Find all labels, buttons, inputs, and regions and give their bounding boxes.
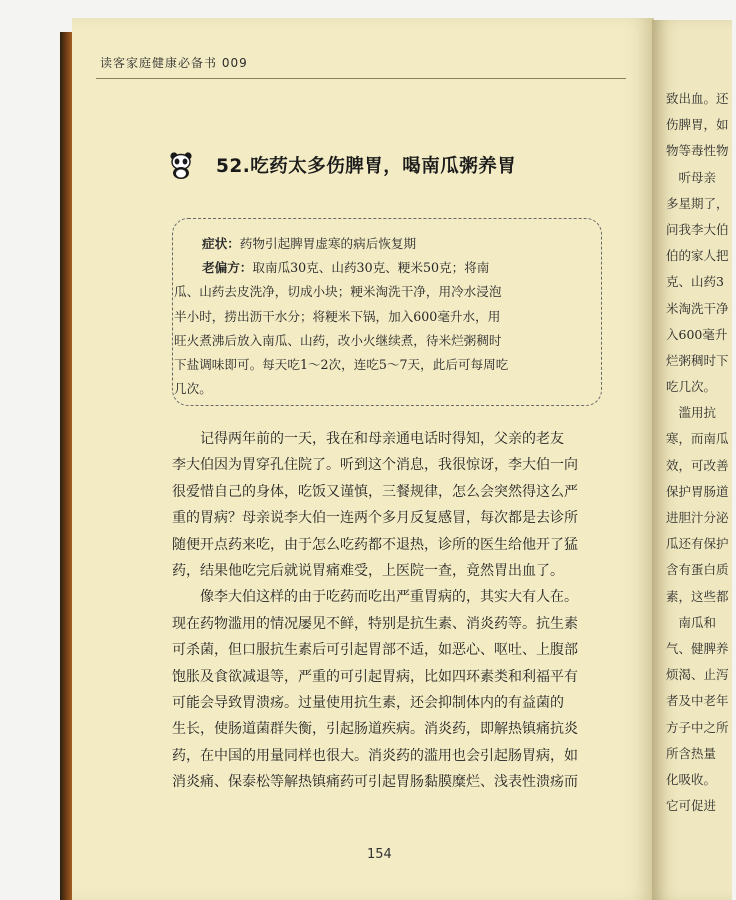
right-line: 保护胃肠道 — [666, 483, 729, 499]
body-line: 像李大伯这样的由于吃药而吃出严重胃病的，其实大有人在。 — [172, 589, 578, 606]
page-number: 154 — [367, 847, 392, 862]
remedy-text: 取南瓜30克、山药30克、粳米50克；将南 — [252, 260, 490, 276]
symptom-label: 症状： — [202, 236, 240, 251]
body-line: 随便开点药来吃，由于怎么吃药都不退热，诊所的医生给他开了猛 — [172, 536, 578, 553]
remedy-line — [202, 256, 588, 280]
header-rule — [96, 78, 626, 79]
symptom-text: 药物引起脾胃虚寒的病后恢复期 — [239, 236, 417, 251]
body-line: 很爱惜自己的身体，吃饭又谨慎，三餐规律，怎么会突然得这么严 — [172, 483, 578, 500]
right-line: 致出血。还 — [666, 91, 729, 106]
remedy-line: 几次。 — [174, 381, 212, 397]
remedy-label: 老偏方： — [202, 260, 253, 276]
body-line: 记得两年前的一天，我在和母亲通电话时得知，父亲的老友 — [172, 431, 564, 447]
right-line: 物等毒性物 — [666, 143, 729, 159]
right-line: 吃几次。 — [666, 379, 717, 395]
right-line: 多星期了， — [666, 195, 729, 211]
body-line: 李大伯因为胃穿孔住院了。听到这个消息，我很惊讶，李大伯一向 — [172, 457, 578, 474]
body-line: 可杀菌，但口服抗生素后可引起胃部不适，如恶心、呕吐、上腹部 — [172, 642, 578, 659]
right-line: 克、山药3 — [666, 274, 724, 290]
symptom-line — [202, 232, 588, 256]
right-line: 滥用抗 — [666, 405, 717, 421]
right-line: 伤脾胃，如 — [666, 117, 729, 133]
right-line: 入600毫升 — [666, 326, 728, 342]
body-line: 现在药物滥用的情况屡见不鲜，特别是抗生素、消炎药等。抗生素 — [172, 615, 578, 632]
right-line: 它可促进 — [666, 798, 717, 814]
right-line: 所含热量 — [666, 745, 717, 761]
right-line: 化吸收。 — [666, 771, 717, 787]
body-line: 可能会导致胃溃疡。过量使用抗生素，还会抑制体内的有益菌的 — [172, 694, 564, 711]
right-line: 南瓜和 — [666, 614, 717, 630]
right-page-text — [666, 86, 736, 819]
right-line: 问我李大伯 — [666, 221, 729, 237]
body-line: 药，结果他吃完后就说胃痛难受，上医院一查，竟然胃出血了。 — [172, 562, 564, 579]
panda-icon — [168, 150, 194, 180]
right-line: 效，可改善 — [666, 457, 729, 473]
right-line: 含有蛋白质 — [666, 562, 729, 578]
right-line: 伯的家人把 — [666, 248, 729, 264]
remedy-line: 瓜、山药去皮洗净，切成小块；粳米淘洗干净，用冷水浸泡 — [174, 284, 502, 300]
body-line: 重的胃病？母亲说李大伯一连两个多月反复感冒，每次都是去诊所 — [172, 510, 578, 527]
right-line: 素，这些都 — [666, 588, 729, 604]
right-line: 听母亲 — [666, 169, 717, 185]
remedy-line: 下盐调味即可。每天吃1～2次，连吃5～7天，此后可每周吃 — [174, 357, 509, 373]
body-line: 生长，使肠道菌群失衡，引起肠道疾病。消炎药，即解热镇痛抗炎 — [172, 721, 578, 738]
section-title: 52.吃药太多伤脾胃，喝南瓜粥养胃 — [216, 156, 517, 177]
remedy-line: 旺火煮沸后放入南瓜、山药，改小火继续煮，待米烂粥稠时 — [174, 332, 502, 348]
right-line: 者及中老年 — [666, 693, 729, 709]
body-text — [172, 426, 592, 795]
body-line: 饱胀及食欲减退等，严重的可引起胃病，比如四环素类和利福平有 — [172, 668, 578, 685]
body-line: 药，在中国的用量同样也很大。消炎药的滥用也会引起肠胃病，如 — [172, 747, 578, 764]
right-line: 进胆汁分泌 — [666, 510, 729, 525]
running-header: 读客家庭健康必备书 009 — [100, 56, 248, 70]
body-line: 消炎痛、保泰松等解热镇痛药可引起胃肠黏膜糜烂、浅表性溃疡而 — [172, 774, 578, 791]
right-line: 方子中之所 — [666, 719, 729, 735]
recipe-body — [174, 232, 588, 401]
right-line: 寒，而南瓜 — [666, 431, 729, 447]
right-line: 烦渴、止泻 — [666, 667, 729, 683]
right-line: 烂粥稠时下 — [666, 352, 729, 368]
right-line: 米淘洗干净 — [666, 300, 729, 316]
right-line: 瓜还有保护 — [666, 536, 729, 552]
right-line: 气、健脾养 — [666, 640, 729, 656]
remedy-line: 半小时，捞出沥干水分；将粳米下锅，加入600毫升水，用 — [174, 308, 501, 324]
